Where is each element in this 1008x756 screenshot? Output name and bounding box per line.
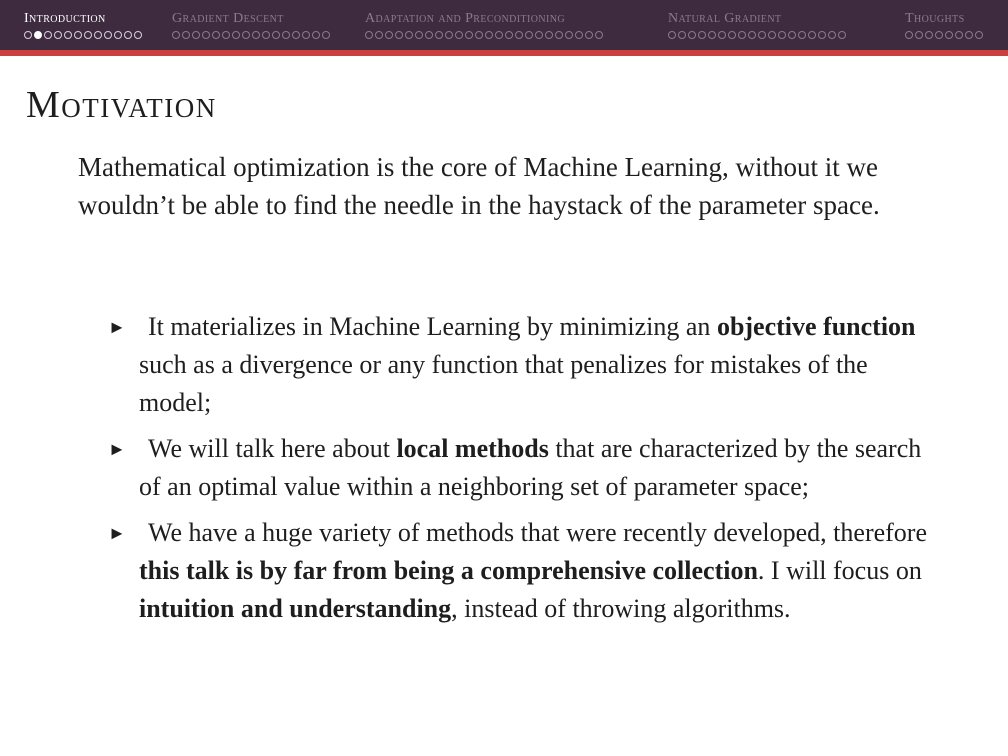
nav-slide-dot[interactable]	[955, 31, 963, 39]
nav-progress-dots	[905, 31, 983, 41]
bullet-emphasis: intuition and understanding	[139, 594, 452, 623]
nav-slide-dot[interactable]	[395, 31, 403, 39]
nav-slide-dot[interactable]	[575, 31, 583, 39]
nav-slide-dot[interactable]	[435, 31, 443, 39]
bullet-text-segment: We will talk here about	[148, 434, 397, 463]
nav-slide-dot[interactable]	[252, 31, 260, 39]
nav-slide-dot[interactable]	[465, 31, 473, 39]
nav-section-thoughts[interactable]	[905, 10, 983, 46]
nav-slide-dot[interactable]	[585, 31, 593, 39]
nav-slide-dot[interactable]	[425, 31, 433, 39]
nav-slide-dot[interactable]	[965, 31, 973, 39]
nav-slide-dot[interactable]	[84, 31, 92, 39]
bullet-emphasis: objective function	[716, 312, 916, 341]
nav-section-title[interactable]: Thoughts	[905, 11, 965, 26]
bullet-text-segment: We have a huge variety of methods that were recently developed, therefore	[148, 518, 927, 547]
nav-slide-dot[interactable]	[222, 31, 230, 39]
nav-slide-dot[interactable]	[242, 31, 250, 39]
nav-slide-dot[interactable]	[975, 31, 983, 39]
nav-slide-dot[interactable]	[445, 31, 453, 39]
nav-slide-dot[interactable]	[708, 31, 716, 39]
nav-slide-dot[interactable]	[272, 31, 280, 39]
bullet-list	[0, 308, 1008, 636]
nav-slide-dot[interactable]	[718, 31, 726, 39]
nav-slide-dot[interactable]	[808, 31, 816, 39]
nav-slide-dot[interactable]	[74, 31, 82, 39]
nav-slide-dot[interactable]	[322, 31, 330, 39]
nav-slide-dot[interactable]	[104, 31, 112, 39]
nav-section-adaptation-preconditioning[interactable]	[365, 10, 603, 46]
nav-slide-dot[interactable]	[485, 31, 493, 39]
nav-section-introduction[interactable]	[24, 10, 142, 46]
nav-progress-dots	[24, 31, 142, 41]
bullet-item	[108, 430, 939, 506]
nav-slide-dot[interactable]	[182, 31, 190, 39]
nav-slide-dot[interactable]	[828, 31, 836, 39]
nav-slide-dot[interactable]	[678, 31, 686, 39]
nav-slide-dot[interactable]	[838, 31, 846, 39]
nav-progress-dots	[172, 31, 330, 41]
nav-slide-dot[interactable]	[945, 31, 953, 39]
nav-progress-dots	[365, 31, 603, 41]
nav-slide-dot[interactable]	[134, 31, 142, 39]
nav-slide-dot[interactable]	[935, 31, 943, 39]
nav-slide-dot[interactable]	[495, 31, 503, 39]
nav-slide-dot[interactable]	[798, 31, 806, 39]
nav-slide-dot[interactable]	[748, 31, 756, 39]
nav-slide-dot[interactable]	[415, 31, 423, 39]
intro-paragraph: Mathematical optimization is the core of Machine Learning, without it we wouldn’t be able to find the needle in the haystack of the parameter space.	[78, 152, 880, 220]
nav-progress-dots	[668, 31, 846, 41]
nav-slide-dot[interactable]	[312, 31, 320, 39]
nav-slide-dot[interactable]	[475, 31, 483, 39]
bullet-emphasis: this talk is by far from being a comprehensive collection	[139, 556, 758, 585]
nav-slide-dot[interactable]	[202, 31, 210, 39]
bullet-text	[139, 518, 927, 623]
bullet-item	[108, 514, 939, 628]
nav-slide-dot[interactable]	[282, 31, 290, 39]
bullet-arrow-icon: ►	[108, 523, 126, 543]
nav-accent-stripe	[0, 50, 1008, 56]
nav-slide-dot[interactable]	[302, 31, 310, 39]
nav-section-title[interactable]: Natural Gradient	[668, 11, 782, 26]
nav-section-title[interactable]: Gradient Descent	[172, 11, 284, 26]
nav-slide-dot[interactable]	[212, 31, 220, 39]
nav-section-title[interactable]: Adaptation and Preconditioning	[365, 11, 565, 26]
nav-slide-dot[interactable]	[595, 31, 603, 39]
nav-slide-dot[interactable]	[505, 31, 513, 39]
nav-slide-dot[interactable]	[455, 31, 463, 39]
bullet-arrow-icon: ►	[108, 317, 126, 337]
nav-slide-dot[interactable]	[114, 31, 122, 39]
nav-slide-dot[interactable]	[24, 31, 32, 39]
bullet-text-segment: It materializes in Machine Learning by minimizing an	[148, 312, 717, 341]
nav-slide-dot[interactable]	[124, 31, 132, 39]
nav-slide-dot[interactable]	[738, 31, 746, 39]
bullet-arrow-icon: ►	[108, 439, 126, 459]
nav-slide-dot[interactable]	[262, 31, 270, 39]
nav-slide-dot[interactable]	[94, 31, 102, 39]
nav-slide-dot[interactable]	[34, 31, 42, 39]
nav-slide-dot[interactable]	[668, 31, 676, 39]
nav-slide-dot[interactable]	[365, 31, 373, 39]
section-navigation-bar	[0, 0, 1008, 50]
nav-slide-dot[interactable]	[915, 31, 923, 39]
bullet-text	[139, 434, 921, 501]
nav-slide-dot[interactable]	[44, 31, 52, 39]
slide-title: Motivation	[26, 84, 217, 126]
nav-slide-dot[interactable]	[545, 31, 553, 39]
nav-slide-dot[interactable]	[64, 31, 72, 39]
bullet-text-segment: that are characterized by the search of an optimal value within a neighboring set of parameter space;	[139, 434, 922, 501]
nav-slide-dot[interactable]	[232, 31, 240, 39]
nav-slide-dot[interactable]	[688, 31, 696, 39]
bullet-text-segment: , instead of throwing algorithms.	[451, 594, 791, 623]
nav-slide-dot[interactable]	[385, 31, 393, 39]
nav-slide-dot[interactable]	[565, 31, 573, 39]
nav-section-natural-gradient[interactable]	[668, 10, 846, 46]
nav-slide-dot[interactable]	[405, 31, 413, 39]
nav-section-gradient-descent[interactable]	[172, 10, 330, 46]
nav-slide-dot[interactable]	[525, 31, 533, 39]
bullet-text	[139, 312, 916, 417]
nav-slide-dot[interactable]	[788, 31, 796, 39]
bullet-text-segment: such as a divergence or any function that penalizes for mistakes of the model;	[139, 350, 868, 417]
nav-slide-dot[interactable]	[778, 31, 786, 39]
nav-slide-dot[interactable]	[515, 31, 523, 39]
nav-slide-dot[interactable]	[925, 31, 933, 39]
nav-slide-dot[interactable]	[172, 31, 180, 39]
bullet-text-segment: . I will focus on	[757, 556, 922, 585]
nav-slide-dot[interactable]	[758, 31, 766, 39]
nav-slide-dot[interactable]	[728, 31, 736, 39]
nav-slide-dot[interactable]	[292, 31, 300, 39]
nav-slide-dot[interactable]	[555, 31, 563, 39]
nav-slide-dot[interactable]	[768, 31, 776, 39]
nav-section-title[interactable]: Introduction	[24, 11, 106, 26]
bullet-emphasis: local methods	[396, 434, 549, 463]
nav-slide-dot[interactable]	[698, 31, 706, 39]
bullet-item	[108, 308, 939, 422]
nav-slide-dot[interactable]	[535, 31, 543, 39]
nav-slide-dot[interactable]	[375, 31, 383, 39]
nav-slide-dot[interactable]	[905, 31, 913, 39]
nav-slide-dot[interactable]	[54, 31, 62, 39]
nav-slide-dot[interactable]	[818, 31, 826, 39]
nav-slide-dot[interactable]	[192, 31, 200, 39]
